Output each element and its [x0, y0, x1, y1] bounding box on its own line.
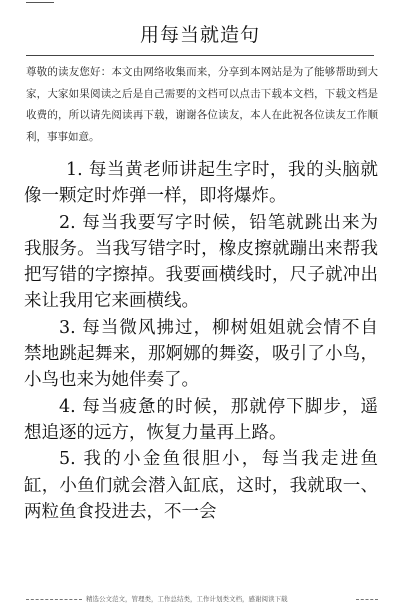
reader-notice: 尊敬的读友您好：本文由网络收集而来，分享到本网站是为了能够帮助到大家，大家如果阅读之后是自己需要的文档可以点击下载本文档，下载文档是收费的，所以请先阅读再下载，谢谢各位读友，本人在此祝各位读友工作顺利，事事如意。: [26, 66, 378, 143]
top-rule: [26, 2, 54, 3]
footer-text: 精选公文范文，管理类，工作总结类，工作计划类文档，感谢阅读下载: [86, 595, 288, 603]
paragraph-2: 2. 每当我要写字时候，铅笔就跳出来为我服务。当我写错字时，橡皮擦就蹦出来帮我把写错的字擦掉。我要画横线时，尺子就冲出来让我用它来画横线。: [24, 212, 378, 312]
footer-dash-left: [26, 599, 82, 600]
paragraph-1: 1. 每当黄老师讲起生字时，我的头脑就像一颗定时炸弹一样，即将爆炸。: [24, 160, 378, 207]
paragraph-4: 4. 每当疲惫的时候，那就停下脚步，遥想追逐的远方，恢复力量再上路。: [24, 396, 378, 443]
page-title: 用每当就造句: [139, 24, 260, 46]
page-footer: [26, 593, 378, 607]
document-body: [24, 157, 378, 525]
title-divider: [26, 55, 374, 56]
footer-dash-right: [356, 599, 378, 600]
paragraph-5: 5. 我的小金鱼很胆小，每当我走进鱼缸，小鱼们就会潜入缸底，这时，我就取一、两粒鱼食投进去，不一会: [24, 449, 378, 522]
paragraph-3: 3. 每当微风拂过，柳树姐姐就会情不自禁地跳起舞来，那婀娜的舞姿，吸引了小鸟，小鸟也来为她伴奏了。: [24, 317, 378, 391]
